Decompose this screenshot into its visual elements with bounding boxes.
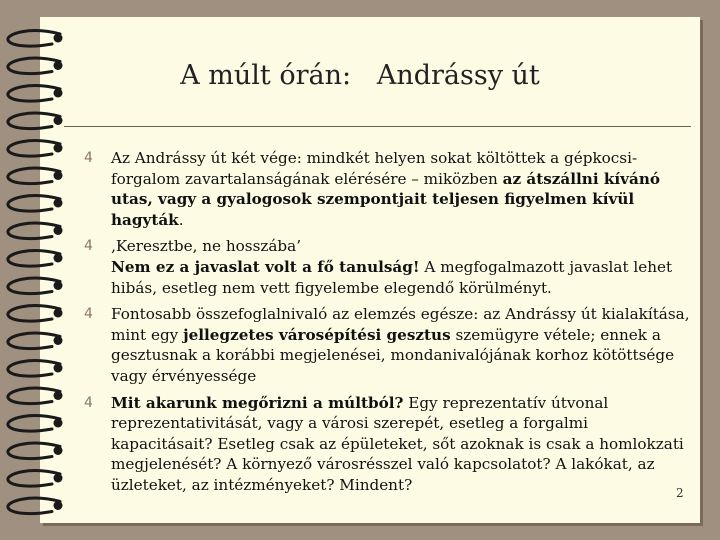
list-item <box>84 393 694 496</box>
binding-hole <box>54 474 63 483</box>
binding-hole <box>54 391 63 400</box>
bullet-marker: 4 <box>84 150 93 166</box>
bullet-text: Mit akarunk megőrizni a múltból? Egy reprezentatív útvonal reprezentativitását, vagy a városi szerepét, esetleg a forgalmi kapacitásait? Esetleg csak az épületeket, sőt azoknak is csak a homlokzati megjelenését? A környező városrésszel való kapcsolatot? A lakókat, az üzleteket, az intézményeket? Mindent? <box>111 393 684 494</box>
binding-ring <box>8 31 60 46</box>
binding-ring <box>8 306 60 321</box>
binding-ring <box>8 168 60 183</box>
bullet-list <box>84 148 694 502</box>
binding-hole <box>54 419 63 428</box>
binding-hole <box>54 144 63 153</box>
binding-ring <box>8 361 60 376</box>
bullet-emphasis: jellegzetes városépítési gesztus <box>183 325 451 344</box>
bullet-emphasis: Nem ez a javaslat volt a fő tanulság! <box>111 257 420 276</box>
bullet-marker: 4 <box>84 394 93 411</box>
binding-ring <box>8 113 60 128</box>
bullet-text: ‚Keresztbe, ne hosszába’ Nem ez a javaslat volt a fő tanulság! A megfogalmazott javaslat lehet hibás, esetleg nem vett figyelembe elegendő körülményt. <box>111 237 673 297</box>
binding-hole <box>54 226 63 235</box>
binding-ring <box>8 223 60 238</box>
binding-hole <box>54 116 63 125</box>
bullet-text: Fontosabb összefoglalnivaló az elemzés egésze: az Andrássy út kialakítása, mint egy jellegzetes városépítési gesztus szemügyre vétele; ennek a gesztusnak a korábbi megjelenései, mondanivalójának korhoz kötöttsége vagy érvényessége <box>111 305 690 385</box>
bullet-marker: 4 <box>84 238 93 255</box>
binding-hole <box>54 501 63 510</box>
binding-ring <box>8 278 60 293</box>
title-divider <box>64 126 691 127</box>
binding-ring <box>8 498 60 513</box>
list-item <box>84 304 694 386</box>
binding-hole <box>54 336 63 345</box>
binding-ring <box>8 141 60 156</box>
binding-ring <box>8 388 60 403</box>
binding-hole <box>54 254 63 263</box>
binding-hole <box>54 199 63 208</box>
binding-ring <box>8 443 60 458</box>
binding-hole <box>54 309 63 318</box>
list-item <box>84 236 694 298</box>
binding-hole <box>54 34 63 43</box>
bullet-text: Az Andrássy út két vége: mindkét helyen sokat költöttek a gépkocsi-forgalom zavartalanságának elérésére – miközben az átszállni kívánó utas, vagy a gyalogosok szempontjait teljesen figyelmen kívül hagyták. <box>111 149 661 229</box>
binding-ring <box>8 251 60 266</box>
bullet-marker: 4 <box>84 306 93 323</box>
binding-ring <box>8 196 60 211</box>
binding-hole <box>54 364 63 373</box>
binding-ring <box>8 416 60 431</box>
slide-number: 2 <box>676 486 684 500</box>
bullet-emphasis: Mit akarunk megőrizni a múltból? <box>111 393 404 412</box>
bullet-emphasis: az átszállni kívánó utas, vagy a gyalogosok szempontjait teljesen figyelmen kívül hagyták <box>111 169 661 229</box>
binding-hole <box>54 171 63 180</box>
binding-ring <box>8 471 60 486</box>
binding-ring <box>8 333 60 348</box>
binding-hole <box>54 281 63 290</box>
list-item <box>84 148 694 230</box>
slide-title: A múlt órán: Andrássy út <box>180 60 540 91</box>
binding-hole <box>54 446 63 455</box>
